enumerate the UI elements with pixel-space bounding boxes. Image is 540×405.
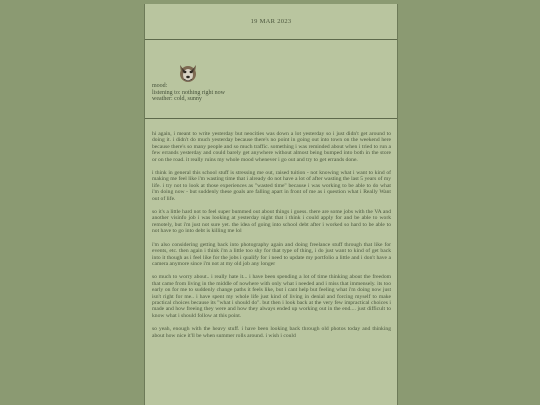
weather-label: weather: cold, sunny: [152, 96, 202, 103]
entry-date-header: [145, 4, 397, 40]
entry-paragraph: so much to worry about.. i really hate it... i have been spending a lot of time thinking about the freedom that came from living in the middle of nowhere with only what i needed and i miss that immensely. its too early on for me to suddenly change paths it feels like, but i cant help but feeling what i'm doing now just isn't right for me.. i have spent my whole life just kind of living in denial and forcing myself to make practical choices because its "what i should do". but then i look back at the very few impractical choices i made and how freeing they were and how they always ended up working out in the end.... just difficult to know what i should follow at this point.: [152, 274, 391, 319]
entry-paragraph: hi again, i meant to write yesterday but neocities was down a lot yesterday so i just didn't get around to doing it. i didn't do much yesterday because there's no point in going out into town on the weekend here because there's so many people and so much traffic. something i was reminded about when i tried to run a few errands yesterday and could barely get anywhere without almost being bumped into both in the store or on the road. it really ruins my whole mood whenever i go out and try to get errands done.: [152, 131, 391, 163]
entry-paragraph: so it's a little hard not to feel super bummed out about things i guess. there are some jobs with the VA and another visinfo job i was looking at yesterday night that i think i could apply for and be able to work remotely, but i'm just not sure yet. the idea of going into school debt after i worked so hard to be able to not have to go into debt is killing me lol: [152, 209, 391, 235]
entry-date: 19 MAR 2023: [250, 18, 292, 25]
entry-paragraph: i think in general this school stuff is stressing me out, raised tuition - not knowing what i want to kind of making me feel like i'm wasting time that i already do not have a lot of after wasting the last 5 years of my life. i try not to look at those experiences as "wasted time" because i was working to be able to do what i'm doing now - but suddenly these goals are falling apart in front of me as i question what i Really Want out of life.: [152, 170, 391, 202]
journal-panel: [144, 4, 398, 405]
entry-paragraph: i'm also considering getting back into photography again and doing freelance stuff through that like for events, etc. then again i think i'm a little too shy for that type of thing, i do just want to kind of get back into it though as i feel like for the jobs i qualify for i need to update my portfolio a little and i don't have a camera anymore since i'm not at my old job any longer: [152, 241, 391, 267]
mood-label: mood:: [152, 83, 168, 89]
entry-body: [145, 119, 397, 339]
listening-label: listening to: nothing right now: [152, 89, 225, 96]
wolf-avatar-icon: [177, 62, 199, 84]
entry-meta: [145, 40, 397, 119]
entry-paragraph: so yeah, enough with the heavy stuff. i have been looking back through old photos today and thinking about how nice it'll be when summer rolls around. i wish i could: [152, 326, 391, 339]
